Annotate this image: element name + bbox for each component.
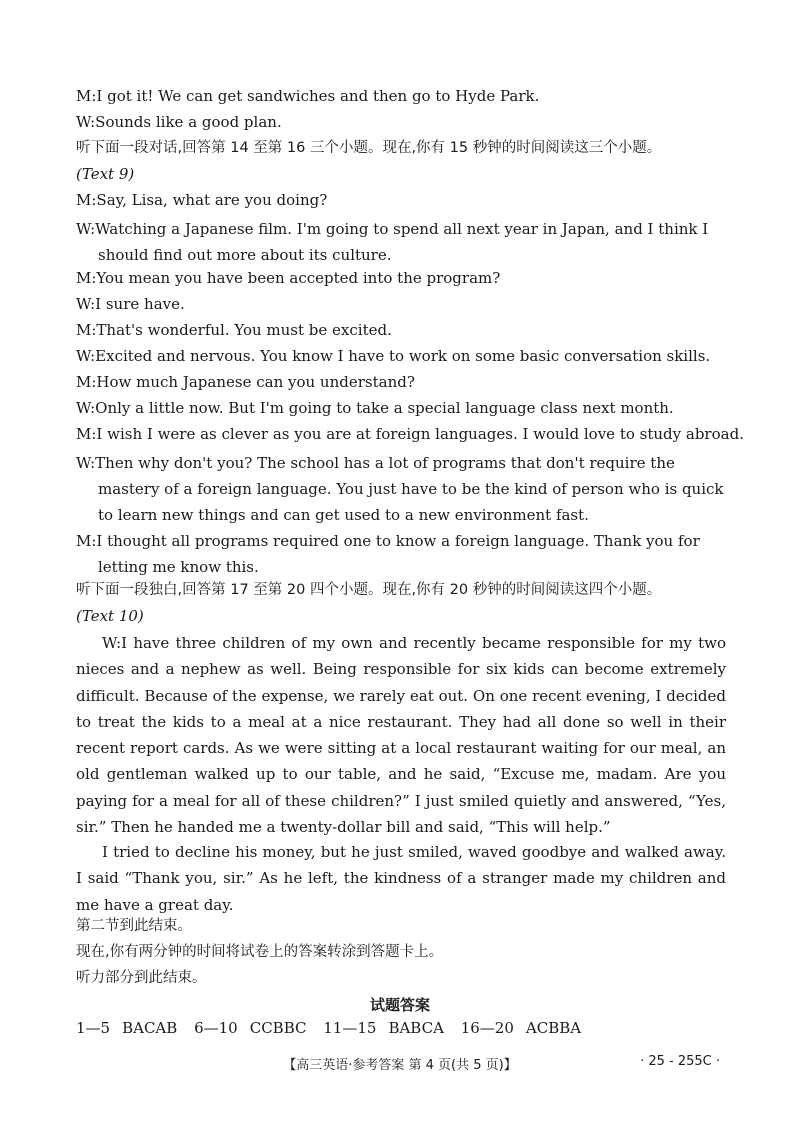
answer-range: 16—20 (460, 1019, 514, 1037)
dialogue-line: M:You mean you have been accepted into the program? (76, 269, 501, 287)
dialogue-line: W:I sure have. (76, 295, 185, 313)
page-code: · 25 - 255C · (640, 1054, 720, 1069)
answer-range: 6—10 (194, 1019, 238, 1037)
page-footer: 【高三英语·参考答案 第 4 页(共 5 页)】 (283, 1058, 517, 1073)
answer-range: 11—15 (323, 1019, 377, 1037)
answer-keys: CCBBC (249, 1019, 307, 1037)
dialogue-line: M:I got it! We can get sandwiches and then go to Hyde Park. (76, 87, 540, 105)
dialogue-line: M:Say, Lisa, what are you doing? (76, 191, 328, 209)
answer-range: 1—5 (76, 1019, 111, 1037)
answer-keys: BACAB (122, 1019, 178, 1037)
dialogue-line: M:I thought all programs required one to know a foreign language. Thank you for letting me know this. (76, 532, 700, 576)
monologue-paragraph: W:I have three children of my own and recently became responsible for my two nieces and a nephew as well. Being responsible for six kids can become extremely difficult. Because of the expense, we rarely eat out. On one recent evening, I decided to treat the kids to a meal at a nice restaurant. They had all done so well in their recent report cards. As we were sitting at a local restaurant waiting for our meal, an old gentleman walked up to our table, and he said, “Excuse me, madam. Are you paying for a meal for all of these children?” I just smiled quietly and answered, “Yes, sir.” Then he handed me a twenty-dollar bill and said, “This will help.” (76, 634, 726, 837)
text-9-label: (Text 9) (76, 165, 135, 183)
dialogue-line: M:That's wonderful. You must be excited. (76, 321, 392, 339)
dialogue-line: W:Sounds like a good plan. (76, 113, 282, 131)
dialogue-line: M:I wish I were as clever as you are at foreign languages. I would love to study abroad. (76, 425, 744, 443)
dialogue-line: W:Only a little now. But I'm going to take a special language class next month. (76, 399, 674, 417)
dialogue-line: M:How much Japanese can you understand? (76, 373, 415, 391)
dialogue-line: W:Excited and nervous. You know I have to work on some basic conversation skills. (76, 347, 711, 365)
dialogue-line: W:Then why don't you? The school has a lot of programs that don't require the mastery of a foreign language. You just have to be the kind of person who is quick to learn new things and can get used to a new environment fast. (76, 454, 724, 524)
answers-title: 试题答案 (369, 996, 430, 1014)
instruction-text-10: 听下面一段独白,回答第 17 至第 20 四个小题。现在,你有 20 秒钟的时间阅读这四个小题。 (76, 582, 662, 598)
closing-line: 现在,你有两分钟的时间将试卷上的答案转涂到答题卡上。 (76, 944, 444, 960)
text-10-label: (Text 10) (76, 607, 144, 625)
answers-row (76, 1019, 593, 1037)
monologue-paragraph: I tried to decline his money, but he just smiled, waved goodbye and walked away. I said “Thank you, sir.” As he left, the kindness of a stranger made my children and me have a great day. (76, 843, 726, 914)
instruction-text-9: 听下面一段对话,回答第 14 至第 16 三个小题。现在,你有 15 秒钟的时间阅读这三个小题。 (76, 140, 662, 156)
answer-keys: ACBBA (525, 1019, 582, 1037)
dialogue-line: W:Watching a Japanese film. I'm going to spend all next year in Japan, and I think I should find out more about its culture. (76, 220, 709, 264)
answer-keys: BABCA (388, 1019, 444, 1037)
closing-line: 听力部分到此结束。 (76, 970, 207, 986)
closing-line: 第二节到此结束。 (76, 918, 192, 934)
